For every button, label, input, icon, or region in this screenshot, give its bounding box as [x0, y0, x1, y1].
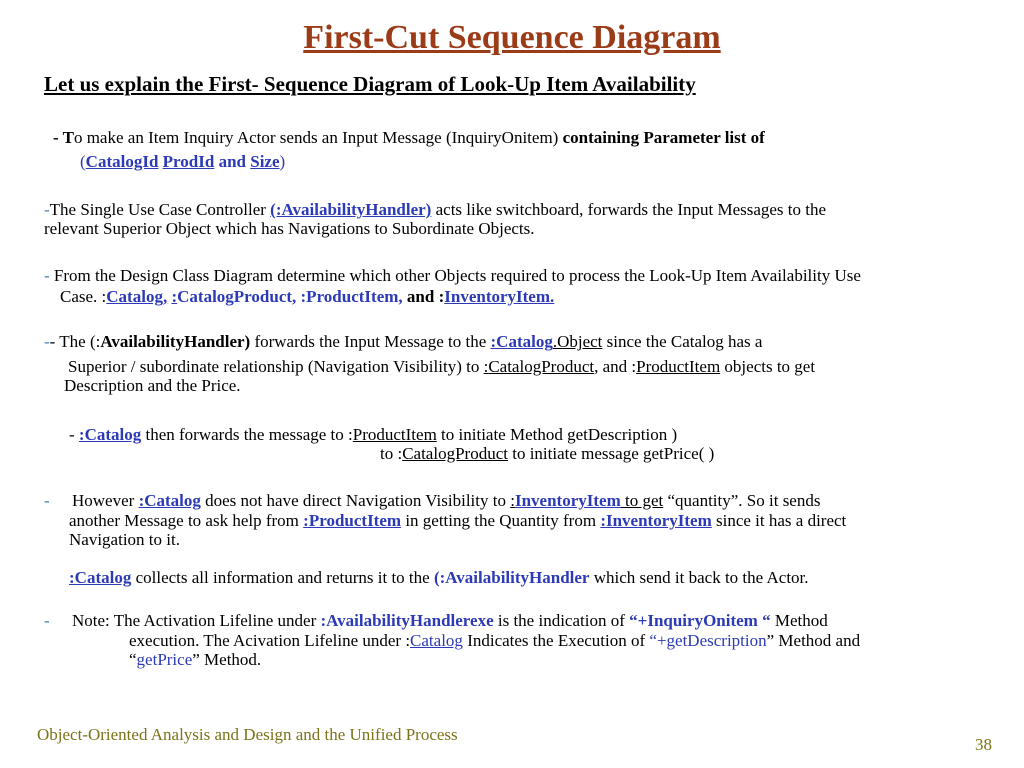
- p5-a: -: [69, 425, 79, 444]
- para-5-line-2: [380, 443, 714, 464]
- para-3-line-1: [44, 265, 861, 286]
- p6-inventoryitem: InventoryItem: [514, 491, 621, 510]
- p7-b: which send it back to the Actor.: [589, 568, 809, 587]
- para-2-line-1: [44, 199, 826, 220]
- p1-close: ): [279, 152, 286, 171]
- para-8-line-3: [129, 649, 261, 670]
- p3-a: From the Design Class Diagram determine which other Objects required to process the Look-Up Item Availability Use: [49, 266, 861, 285]
- para-2-line-2: relevant Superior Object which has Navigations to Subordinate Objects.: [44, 219, 535, 238]
- p1-size: Size: [250, 152, 280, 171]
- para-3-line-2: [60, 286, 554, 307]
- p8-a: Note: The Activation Lifeline under: [72, 611, 321, 630]
- p6-dash: -: [44, 491, 50, 510]
- p7-handler: (:AvailabilityHandler: [429, 568, 590, 587]
- p6-inventoryitem-2: :InventoryItem: [600, 511, 712, 530]
- p1-bold-tail: containing Parameter list of: [562, 128, 765, 147]
- p4-catalog: :Catalog: [490, 332, 553, 351]
- p6-productitem: :ProductItem: [303, 511, 402, 530]
- page-number: 38: [975, 735, 992, 754]
- p4-dash: -: [44, 332, 50, 351]
- p7-catalog: :Catalog: [69, 568, 132, 587]
- para-6-line-2: [69, 510, 846, 531]
- p1-t: T: [62, 128, 74, 147]
- p6-catalog: :Catalog: [138, 491, 201, 510]
- p8-inquiry: “+InquiryOnitem “: [629, 611, 771, 630]
- p1-open: (: [80, 152, 86, 171]
- p1-catalogid: CatalogId: [85, 152, 159, 171]
- para-8-line-1: [44, 610, 828, 631]
- p8-handler: :AvailabilityHandlerexe: [320, 611, 494, 630]
- p4-l2f: objects to get: [720, 357, 816, 376]
- p4-l2d: , and :: [594, 357, 637, 376]
- p1-and: and: [218, 152, 246, 171]
- p8-l2a: execution. The Acivation Lifeline under :: [129, 631, 411, 650]
- p1-prodid: ProdId: [162, 152, 215, 171]
- p6-colon: :: [510, 491, 515, 510]
- p5-c: to initiate Method getDescription ): [436, 425, 678, 444]
- p4-l2a: Superior / subordinate relationship (Navigation Visibility) to: [68, 357, 484, 376]
- p8-l3a: “: [129, 650, 137, 669]
- p5-l2a: to :: [380, 444, 403, 463]
- p8-getdescription: “+getDescription: [649, 631, 767, 650]
- p6-d: “quantity”. So it sends: [663, 491, 821, 510]
- p6-l2b: in getting the Quantity from: [401, 511, 601, 530]
- p4-object: .Object: [552, 332, 603, 351]
- footer-course-title: Object-Oriented Analysis and Design and the Unified Process: [37, 725, 458, 744]
- p8-dash: -: [44, 611, 50, 630]
- p7-a: collects all information and returns it to the: [131, 568, 430, 587]
- p6-b: does not have direct Navigation Visibility to: [200, 491, 511, 510]
- p4-d: since the Catalog has a: [602, 332, 763, 351]
- p6-a: However: [72, 491, 139, 510]
- p6-c: to get: [620, 491, 664, 510]
- para-8-line-2: [129, 630, 860, 651]
- para-5-line-1: [69, 424, 677, 445]
- p8-l2c: ” Method and: [766, 631, 861, 650]
- p4-handler: AvailabilityHandler): [100, 332, 251, 351]
- p3-mid: CatalogProduct, :ProductItem,: [177, 287, 403, 306]
- p6-l2a: another Message to ask help from: [69, 511, 304, 530]
- para-7-line-1: [69, 567, 809, 588]
- p2-dash: -: [44, 200, 50, 219]
- para-4-line-3: Description and the Price.: [64, 376, 241, 395]
- p2-b: acts like switchboard: [431, 200, 580, 219]
- p3-colon: :: [171, 287, 178, 306]
- p5-catalog: :Catalog: [78, 425, 142, 444]
- p8-catalog: Catalog: [410, 631, 463, 650]
- p2-a: The Single Use Case Controller: [49, 200, 271, 219]
- p6-l2c: since it has a direct: [711, 511, 847, 530]
- p2-handler: (:AvailabilityHandler): [270, 200, 432, 219]
- para-6-line-1: [44, 490, 820, 511]
- p5-catalogproduct: CatalogProduct: [402, 444, 508, 463]
- p4-catalogproduct: CatalogProduct: [488, 357, 595, 376]
- p5-l2b: to initiate message getPrice( ): [507, 444, 715, 463]
- p5-productitem: ProductItem: [352, 425, 437, 444]
- p8-c: Method: [770, 611, 828, 630]
- p8-l3b: ” Method.: [192, 650, 262, 669]
- p3-catalog: Catalog,: [106, 287, 168, 306]
- p2-comma: ,: [579, 200, 584, 219]
- p4-a: - The (:: [49, 332, 101, 351]
- slide-subtitle: Let us explain the First- Sequence Diagram of Look-Up Item Availability: [44, 72, 696, 96]
- p4-productitem: ProductItem: [636, 357, 721, 376]
- para-4-line-1: [44, 331, 762, 352]
- p4-l2b: :: [483, 357, 489, 376]
- p3-dash: -: [44, 266, 50, 285]
- p2-c: forwards the Input Messages to the: [583, 200, 827, 219]
- p1-dash: -: [53, 128, 63, 147]
- p1-text: o make an Item Inquiry Actor sends an Input Message (InquiryOnitem): [73, 128, 563, 147]
- p8-l2b: Indicates the Execution of: [462, 631, 650, 650]
- para-1-line-2: [80, 151, 285, 172]
- para-6-line-3: Navigation to it.: [69, 530, 180, 549]
- para-1-line-1: [53, 127, 765, 148]
- p3-b: Case. :: [60, 287, 107, 306]
- slide-title: First-Cut Sequence Diagram: [303, 19, 721, 56]
- p8-getprice: getPrice: [136, 650, 193, 669]
- p5-b: then forwards the message to :: [141, 425, 353, 444]
- p3-and: and :: [402, 287, 445, 306]
- p4-b: forwards the Input Message to the: [250, 332, 491, 351]
- para-4-line-2: [68, 356, 815, 377]
- p3-inv: InventoryItem.: [444, 287, 555, 306]
- p8-b: is the indication of: [493, 611, 630, 630]
